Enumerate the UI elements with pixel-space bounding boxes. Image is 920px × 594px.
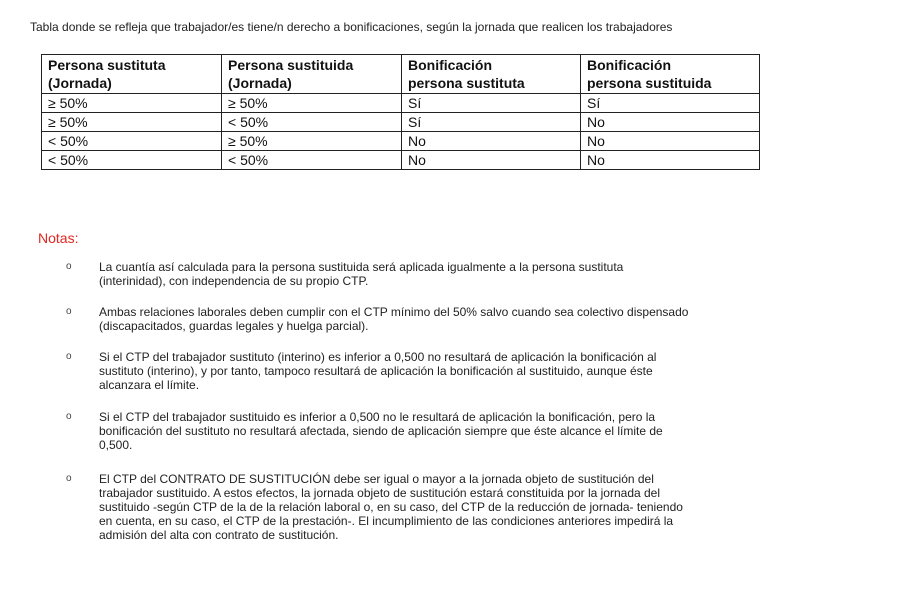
table-cell: ≥ 50%: [42, 94, 222, 113]
note-item: [66, 472, 866, 542]
bullet-icon: o: [66, 473, 72, 484]
table-row: [42, 151, 760, 170]
header-line: (Jornada): [228, 75, 292, 91]
header-line: (Jornada): [48, 75, 112, 91]
note-item: [66, 350, 866, 392]
bullet-icon: o: [66, 411, 72, 422]
note-line: El CTP del CONTRATO DE SUSTITUCIÓN debe ser igual o mayor a la jornada objeto de sustitución del: [99, 472, 654, 486]
table-row: [42, 113, 760, 132]
note-line: Ambas relaciones laborales deben cumplir con el CTP mínimo del 50% salvo cuando sea colectivo dispensado: [99, 305, 689, 319]
note-line: en cuenta, en su caso, el CTP de la prestación-. El incumplimiento de las condiciones anteriores impedirá la: [99, 514, 674, 528]
table-cell: ≥ 50%: [222, 94, 402, 113]
table-header-row: [42, 55, 760, 94]
notes-title: Notas:: [38, 230, 79, 246]
table-cell: ≥ 50%: [222, 132, 402, 151]
bullet-icon: o: [66, 306, 72, 317]
note-line: (interinidad), con independencia de su propio CTP.: [99, 274, 369, 288]
table-cell: Sí: [581, 94, 760, 113]
note-item: [66, 305, 866, 333]
header-line: Bonificación: [587, 57, 672, 73]
note-line: alcanzara el límite.: [99, 378, 200, 392]
note-line: La cuantía así calculada para la persona sustituida será aplicada igualmente a la persona sustituta: [99, 260, 624, 274]
table-cell: No: [402, 151, 581, 170]
note-line: sustituido -según CTP de la de la relación laboral o, en su caso, del CTP de la reducción de jornada- teniendo: [99, 500, 683, 514]
note-line: sustituto (interino), y por tanto, tampoco resultará de aplicación la bonificación al sustituido, aunque éste: [99, 364, 653, 378]
intro-text: Tabla donde se refleja que trabajador/es tiene/n derecho a bonificaciones, según la jornada que realicen los trabajadores: [30, 20, 673, 34]
table-cell: No: [402, 132, 581, 151]
note-line: Si el CTP del trabajador sustituido es inferior a 0,500 no le resultará de aplicación la bonificación, pero la: [99, 410, 656, 424]
header-persona-sustituta: [42, 55, 222, 94]
bullet-icon: o: [66, 351, 72, 362]
header-line: Persona sustituida: [228, 57, 354, 73]
header-bonificacion-sustituida: [581, 55, 760, 94]
note-line: Si el CTP del trabajador sustituto (interino) es inferior a 0,500 no resultará de aplicación la bonificación al: [99, 350, 657, 364]
table-cell: Sí: [402, 113, 581, 132]
table-cell: No: [581, 113, 760, 132]
note-line: trabajador sustituido. A estos efectos, la jornada objeto de sustitución estará constituida por la jornada del: [99, 486, 661, 500]
table-cell: < 50%: [222, 113, 402, 132]
note-line: admisión del alta con contrato de sustitución.: [99, 528, 339, 542]
bullet-icon: o: [66, 261, 72, 272]
table-cell: < 50%: [222, 151, 402, 170]
bonus-table: [41, 54, 760, 170]
header-line: persona sustituida: [587, 75, 712, 91]
note-item: [66, 260, 866, 288]
table-row: [42, 132, 760, 151]
notes-list: [66, 260, 866, 542]
header-line: Bonificación: [408, 57, 493, 73]
note-line: (discapacitados, guardas legales y huelga parcial).: [99, 319, 369, 333]
table-cell: < 50%: [42, 151, 222, 170]
header-persona-sustituida: [222, 55, 402, 94]
table-cell: Sí: [402, 94, 581, 113]
table-cell: ≥ 50%: [42, 113, 222, 132]
header-line: persona sustituta: [408, 75, 525, 91]
table-cell: No: [581, 151, 760, 170]
note-line: 0,500.: [99, 438, 133, 452]
table-row: [42, 94, 760, 113]
table-cell: < 50%: [42, 132, 222, 151]
header-bonificacion-sustituta: [402, 55, 581, 94]
header-line: Persona sustituta: [48, 57, 166, 73]
note-item: [66, 410, 866, 452]
note-line: bonificación del sustituto no resultará afectada, siendo de aplicación siempre que éste alcance el límite de: [99, 424, 663, 438]
table-cell: No: [581, 132, 760, 151]
